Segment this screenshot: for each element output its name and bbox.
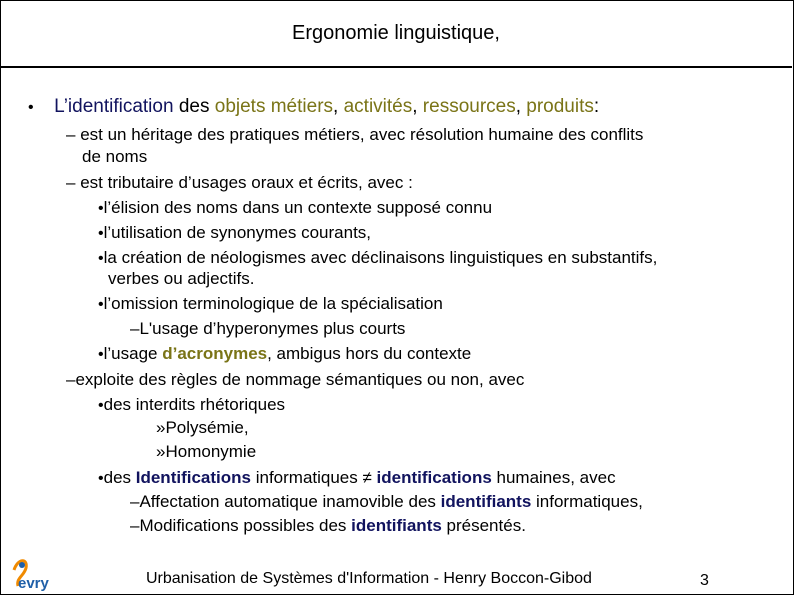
bullet-text: , [515, 96, 527, 117]
bullet-dot-icon: • [98, 225, 104, 242]
bullet-text: L'usage d’hyperonymes plus courts [139, 319, 406, 338]
bullet-level1 [28, 96, 599, 119]
bullet-dot-icon: • [28, 99, 34, 116]
slide-title: Ergonomie linguistique, [292, 21, 500, 44]
bullet-text: de noms [82, 147, 148, 166]
bullet-text: : [593, 96, 600, 117]
bullet-text: l’utilisation de synonymes courants, [103, 223, 372, 242]
bullet-text: présentés. [441, 516, 526, 535]
bullet-text: des [173, 96, 215, 117]
bullet-text: Modifications possibles des [139, 516, 352, 535]
bullet-level3 [98, 223, 371, 244]
bullet-text: des interdits rhétoriques [103, 395, 286, 414]
bullet-text: l’élision des noms dans un contexte supposé connu [103, 198, 493, 217]
bullet-text: l’omission terminologique de la spécialisation [103, 294, 443, 313]
dash-marker: – [130, 319, 140, 338]
bullet-level3 [98, 395, 285, 416]
bullet-dot-icon: • [98, 296, 104, 313]
dash-marker: – [66, 173, 76, 192]
bullet-text: Polysémie, [165, 418, 249, 437]
keyword: Identifications [135, 468, 251, 487]
bullet-text: , ambigus hors du contexte [267, 344, 472, 363]
bullet-continuation [108, 269, 254, 289]
bullet-text: verbes ou adjectifs. [108, 269, 255, 288]
bullet-dot-icon: • [98, 397, 104, 414]
bullet-text: L’identification [54, 96, 174, 117]
bullet-text: est un héritage des pratiques métiers, avec résolution humaine des conflits [80, 125, 644, 144]
footer-text: Urbanisation de Systèmes d'Information - Henry Boccon-Gibod [146, 570, 592, 587]
bullet-level4 [130, 319, 405, 339]
logo-dot-icon [19, 562, 25, 568]
bullet-text: humaines, avec [491, 468, 616, 487]
keyword: activités [343, 96, 413, 117]
bullet-dot-icon: • [98, 346, 104, 363]
bullet-text: exploite des règles de nommage sémantiques ou non, avec [75, 370, 525, 389]
bullet-level2 [66, 125, 643, 145]
bullet-text: est tributaire d’usages oraux et écrits, avec : [80, 173, 413, 192]
page-number: 3 [700, 572, 709, 589]
university-logo [6, 556, 64, 594]
bullet-text: , [412, 96, 423, 117]
bullet-level3 [98, 248, 657, 269]
bullet-text: , [333, 96, 344, 117]
bullet-level3 [98, 294, 443, 315]
keyword: objets métiers [214, 96, 334, 117]
bullet-continuation [82, 147, 147, 167]
keyword: identifiants [351, 516, 442, 535]
title-bar [0, 0, 792, 68]
bullet-text: l’usage [103, 344, 163, 363]
bullet-level2 [66, 173, 413, 193]
bullet-text: informatiques ≠ [250, 468, 377, 487]
bullet-dot-icon: • [98, 470, 104, 487]
bullet-level4 [156, 418, 249, 438]
bullet-text: Affectation automatique inamovible des [139, 492, 441, 511]
bullet-text: Homonymie [165, 442, 257, 461]
bullet-level3 [98, 468, 616, 489]
dash-marker: – [66, 370, 76, 389]
bullet-dot-icon: • [98, 250, 104, 267]
dash-marker: – [130, 492, 140, 511]
keyword: identifications [376, 468, 492, 487]
bullet-level2 [66, 370, 524, 390]
logo-text: evry [18, 575, 49, 592]
keyword: ressources [422, 96, 516, 117]
bullet-text: des [103, 468, 136, 487]
bullet-level4 [130, 492, 643, 512]
bullet-level4 [130, 516, 526, 536]
dash-marker: – [66, 125, 76, 144]
keyword: produits [526, 96, 594, 117]
bullet-level3 [98, 344, 471, 365]
bullet-text: la création de néologismes avec déclinaisons linguistiques en substantifs, [103, 248, 658, 267]
keyword: identifiants [440, 492, 532, 511]
keyword: d’acronymes [162, 344, 268, 363]
bullet-dot-icon: • [98, 200, 104, 217]
chevron-right-icon: » [156, 418, 166, 437]
dash-marker: – [130, 516, 140, 535]
chevron-right-icon: » [156, 442, 166, 461]
bullet-text: informatiques, [531, 492, 643, 511]
bullet-level3 [98, 198, 492, 219]
bullet-level4 [156, 442, 256, 462]
